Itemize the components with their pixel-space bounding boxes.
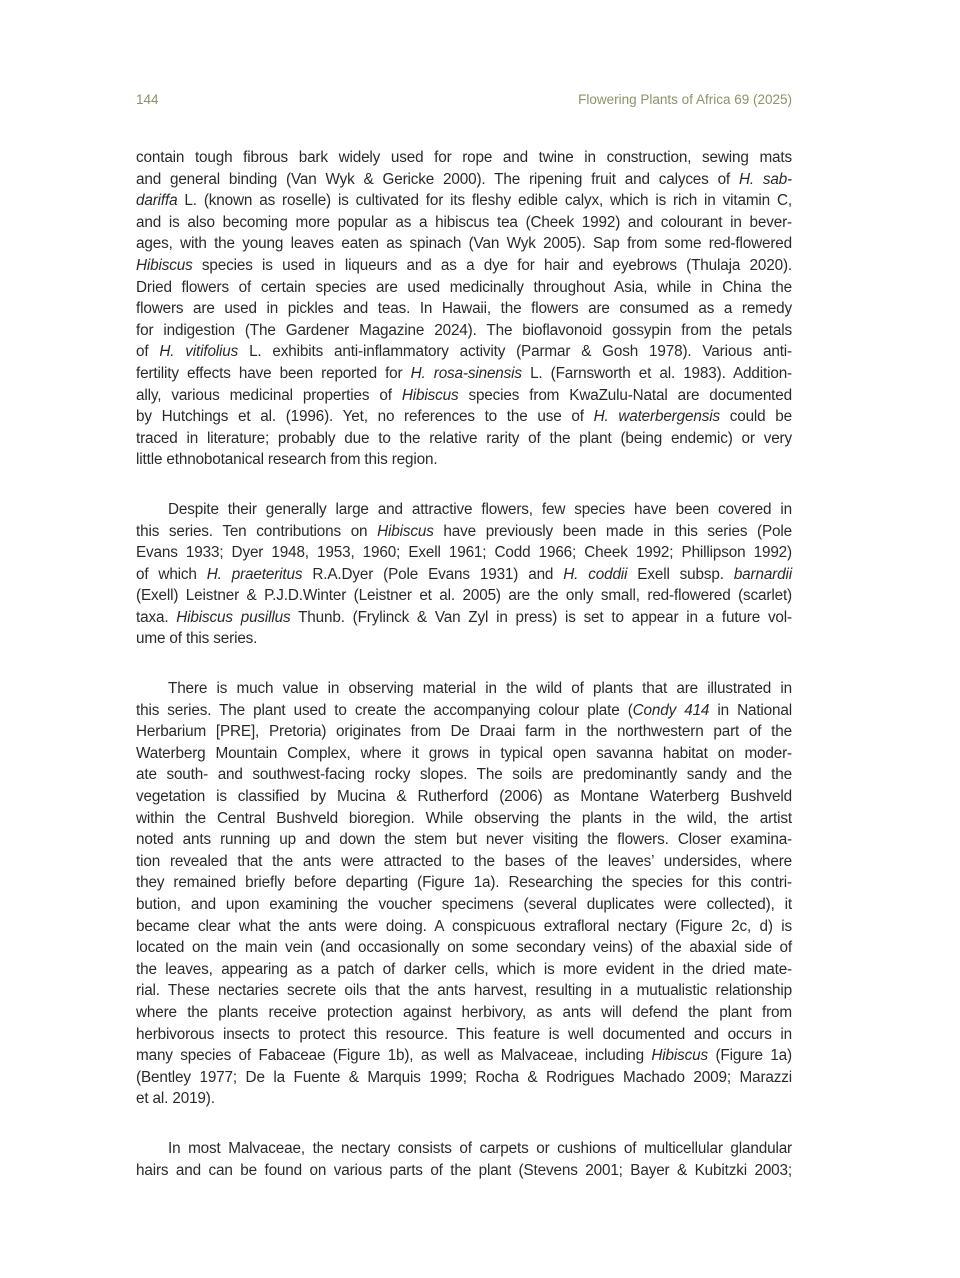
paragraph-gap bbox=[136, 1110, 792, 1138]
text-run: many species of Fabaceae (Figure 1b), as well as Malvaceae, including bbox=[136, 1047, 652, 1065]
text-run: flowers are used in pickles and teas. In Hawaii, the flowers are consumed as a remedy bbox=[136, 300, 792, 318]
page-number: 144 bbox=[136, 92, 159, 107]
text-run: species is used in liqueurs and as a dye for hair and eyebrows (Thulaja 2020). bbox=[192, 256, 792, 274]
text-line bbox=[136, 585, 792, 607]
text-run: hairs and can be found on various parts of the plant (Stevens 2001; Bayer & Kubitzki 2003; bbox=[136, 1161, 792, 1179]
text-run: Herbarium [PRE], Pretoria) originates from De Draai farm in the northwestern part of the bbox=[136, 723, 792, 741]
text-run: fertility effects have been reported for bbox=[136, 364, 411, 382]
text-run: noted ants running up and down the stem but never visiting the flowers. Closer examina- bbox=[136, 831, 792, 849]
text-run: et al. 2019). bbox=[136, 1090, 215, 1108]
text-run: vegetation is classified by Mucina & Rutherford (2006) as Montane Waterberg Bushveld bbox=[136, 788, 792, 806]
text-line bbox=[136, 212, 792, 234]
text-line bbox=[136, 959, 792, 981]
italic-text: Hibiscus bbox=[401, 386, 459, 404]
text-line bbox=[136, 980, 792, 1002]
text-run: There is much value in observing material in the wild of plants that are illustrated in bbox=[168, 680, 792, 698]
text-line bbox=[136, 1002, 792, 1024]
text-run: Exell subsp. bbox=[627, 565, 734, 583]
paragraph-gap bbox=[136, 471, 792, 499]
text-run: taxa. bbox=[136, 608, 177, 626]
text-line bbox=[136, 255, 792, 277]
text-run: Dried flowers of certain species are used medicinally throughout Asia, while in China the bbox=[136, 278, 792, 296]
paragraph bbox=[136, 678, 792, 1110]
italic-text: Hibiscus bbox=[651, 1047, 708, 1065]
text-line bbox=[136, 169, 792, 191]
italic-text: Hibiscus pusillus bbox=[176, 608, 291, 626]
text-run: within the Central Bushveld bioregion. While observing the plants in the wild, the artist bbox=[136, 809, 792, 827]
text-run: ume of this series. bbox=[136, 630, 258, 648]
text-line bbox=[136, 872, 792, 894]
text-run: where the plants receive protection against herbivory, as ants will defend the plant from bbox=[136, 1003, 792, 1021]
text-run: they remained briefly before departing (Figure 1a). Researching the species for this contri- bbox=[136, 874, 792, 892]
text-run: Waterberg Mountain Complex, where it grows in typical open savanna habitat on moder- bbox=[136, 744, 792, 762]
text-line bbox=[136, 808, 792, 830]
body-text bbox=[136, 147, 792, 1181]
text-run: became clear what the ants were doing. A conspicuous extrafloral nectary (Figure 2c, d) is bbox=[136, 917, 792, 935]
italic-text: H. sab- bbox=[738, 170, 792, 188]
text-run: L. (Farnsworth et al. 1983). Addition- bbox=[521, 364, 792, 382]
text-run: Evans 1933; Dyer 1948, 1953, 1960; Exell 1961; Codd 1966; Cheek 1992; Phillipson 1992) bbox=[136, 544, 792, 562]
text-run: Despite their generally large and attractive flowers, few species have been covered in bbox=[168, 500, 792, 518]
text-line bbox=[136, 829, 792, 851]
text-line bbox=[136, 700, 792, 722]
paragraph bbox=[136, 147, 792, 471]
text-run: Thunb. (Frylinck & Van Zyl in press) is set to appear in a future vol- bbox=[290, 608, 792, 626]
page-header bbox=[136, 92, 792, 112]
text-line bbox=[136, 1088, 792, 1110]
text-run: and is also becoming more popular as a hibiscus tea (Cheek 1992) and colourant in bever- bbox=[136, 213, 792, 231]
text-line bbox=[136, 764, 792, 786]
text-line bbox=[136, 607, 792, 629]
text-line bbox=[136, 521, 792, 543]
text-run: In most Malvaceae, the nectary consists of carpets or cushions of multicellular glandular bbox=[168, 1139, 792, 1157]
text-line bbox=[136, 406, 792, 428]
italic-text: Hibiscus bbox=[136, 256, 193, 274]
text-line bbox=[136, 190, 792, 212]
text-line bbox=[136, 721, 792, 743]
text-run: R.A.Dyer (Pole Evans 1931) and bbox=[302, 565, 564, 583]
text-line bbox=[136, 628, 792, 650]
text-run: the leaves, appearing as a patch of darker cells, which is more evident in the dried mate- bbox=[136, 960, 792, 978]
text-line bbox=[136, 1045, 792, 1067]
text-run: located on the main vein (and occasionally on some secondary veins) of the abaxial side of bbox=[136, 939, 792, 957]
text-run: (Exell) Leistner & P.J.D.Winter (Leistner et al. 2005) are the only small, red-flowered (scarlet) bbox=[136, 587, 792, 605]
text-run: L. exhibits anti-inflammatory activity (Parmar & Gosh 1978). Various anti- bbox=[238, 343, 792, 361]
text-line bbox=[136, 542, 792, 564]
italic-text: H. praeteritus bbox=[206, 565, 303, 583]
text-line bbox=[136, 499, 792, 521]
italic-text: Hibiscus bbox=[377, 522, 434, 540]
text-line bbox=[136, 1067, 792, 1089]
text-line bbox=[136, 320, 792, 342]
italic-text: Condy 414 bbox=[632, 701, 710, 719]
text-line bbox=[136, 233, 792, 255]
text-line bbox=[136, 428, 792, 450]
text-run: L. (known as roselle) is cultivated for its fleshy edible calyx, which is rich in vitamin C, bbox=[177, 192, 792, 210]
paragraph bbox=[136, 1138, 792, 1181]
text-line bbox=[136, 298, 792, 320]
text-run: bution, and upon examining the voucher specimens (several duplicates were collected), it bbox=[136, 896, 792, 913]
text-run: for indigestion (The Gardener Magazine 2024). The bioflavonoid gossypin from the petals bbox=[136, 321, 792, 339]
text-run: rial. These nectaries secrete oils that the ants harvest, resulting in a mutualistic relationship bbox=[136, 982, 792, 1000]
paragraph-gap bbox=[136, 650, 792, 678]
text-run: by Hutchings et al. (1996). Yet, no references to the use of bbox=[136, 408, 594, 426]
text-line bbox=[136, 894, 792, 916]
text-run: traced in literature; probably due to the relative rarity of the plant (being endemic) or very bbox=[136, 429, 792, 447]
text-run: have previously been made in this series (Pole bbox=[433, 522, 792, 540]
italic-text: barnardii bbox=[733, 565, 792, 583]
text-line bbox=[136, 385, 792, 407]
text-run: herbivorous insects to protect this resource. This feature is well documented and occurs in bbox=[136, 1025, 792, 1043]
running-title: Flowering Plants of Africa 69 (2025) bbox=[578, 92, 792, 107]
text-run: and general binding (Van Wyk & Gericke 2000). The ripening fruit and calyces of bbox=[136, 170, 739, 188]
text-run: ally, various medicinal properties of bbox=[136, 386, 402, 404]
text-line bbox=[136, 916, 792, 938]
text-run: (Bentley 1977; De la Fuente & Marquis 1999; Rocha & Rodrigues Machado 2009; Marazzi bbox=[136, 1068, 792, 1086]
text-line bbox=[136, 786, 792, 808]
text-line bbox=[136, 363, 792, 385]
text-line bbox=[136, 851, 792, 873]
text-run: could be bbox=[719, 408, 793, 426]
paragraph bbox=[136, 499, 792, 650]
italic-text: dariffa bbox=[136, 192, 178, 210]
text-line bbox=[136, 937, 792, 959]
text-line bbox=[136, 277, 792, 299]
text-line bbox=[136, 147, 792, 169]
text-run: species from KwaZulu-Natal are documented bbox=[458, 386, 792, 404]
text-line bbox=[136, 743, 792, 765]
text-run: of bbox=[136, 343, 160, 361]
text-line bbox=[136, 1138, 792, 1160]
italic-text: H. rosa-sinensis bbox=[410, 364, 522, 382]
italic-text: H. vitifolius bbox=[159, 343, 239, 361]
text-line bbox=[136, 1160, 792, 1182]
text-run: contain tough fibrous bark widely used for rope and twine in construction, sewing mats bbox=[136, 149, 792, 166]
text-run: little ethnobotanical research from this region. bbox=[136, 451, 438, 469]
text-run: in National bbox=[709, 701, 793, 719]
text-run: this series. The plant used to create the accompanying colour plate ( bbox=[136, 701, 633, 719]
text-line bbox=[136, 678, 792, 700]
text-run: this series. Ten contributions on bbox=[136, 522, 378, 540]
italic-text: H. coddii bbox=[563, 565, 628, 583]
text-run: tion revealed that the ants were attracted to the bases of the leaves’ undersides, where bbox=[136, 852, 792, 870]
text-line bbox=[136, 341, 792, 363]
text-run: (Figure 1a) bbox=[708, 1047, 792, 1065]
text-line bbox=[136, 1024, 792, 1046]
text-run: ate south- and southwest-facing rocky slopes. The soils are predominantly sandy and the bbox=[136, 766, 792, 784]
text-run: of which bbox=[136, 565, 207, 583]
text-line bbox=[136, 449, 792, 471]
italic-text: H. waterbergensis bbox=[593, 408, 720, 426]
text-run: ages, with the young leaves eaten as spinach (Van Wyk 2005). Sap from some red-flowered bbox=[136, 235, 792, 253]
text-line bbox=[136, 564, 792, 586]
